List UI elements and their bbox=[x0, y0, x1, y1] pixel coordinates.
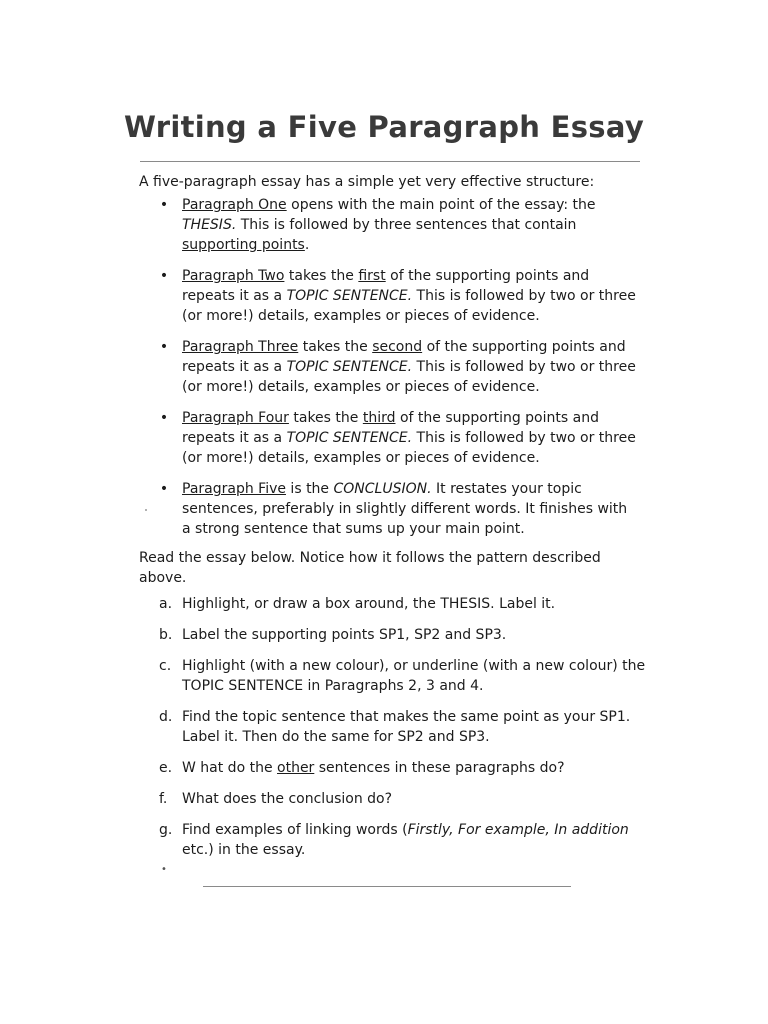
task-letter: g. bbox=[159, 822, 173, 838]
task-text: Highlight, or draw a box around, the THESIS. Label it. bbox=[182, 596, 556, 612]
item-text: This is followed by three sentences that contain bbox=[236, 217, 577, 233]
task-letter: b. bbox=[159, 627, 173, 643]
bullet-icon: • bbox=[159, 197, 169, 213]
task-item-d bbox=[139, 707, 649, 747]
list-item-paragraph-five bbox=[139, 479, 639, 539]
bullet-icon: • bbox=[159, 410, 169, 426]
bullet-icon: • bbox=[159, 339, 169, 355]
ordinal-term: third bbox=[362, 410, 396, 426]
paragraph-label: Paragraph Four bbox=[182, 410, 289, 426]
paragraph-label: Paragraph Two bbox=[182, 268, 285, 284]
bullet-icon: • bbox=[159, 268, 169, 284]
item-text: This is followed by two or three (or more!) details, examples or pieces of evidence. bbox=[182, 359, 636, 395]
list-item-paragraph-one bbox=[139, 195, 639, 255]
paragraph-label: Paragraph One bbox=[182, 197, 287, 213]
task-text: etc.) in the essay. bbox=[182, 842, 306, 858]
read-instruction: Read the essay below. Notice how it follows the pattern described above. bbox=[139, 550, 601, 586]
bottom-divider bbox=[203, 886, 571, 887]
item-text: opens with the main point of the essay: the bbox=[286, 197, 596, 213]
title-divider bbox=[140, 161, 640, 162]
italic-examples: Firstly, For example, In addition bbox=[407, 822, 629, 838]
underlined-term: other bbox=[277, 760, 315, 776]
page-title: Writing a Five Paragraph Essay bbox=[123, 110, 645, 144]
task-text: Find the topic sentence that makes the same point as your SP1. Label it. Then do the same for SP2 and SP3. bbox=[182, 709, 631, 745]
task-text: Label the supporting points SP1, SP2 and SP3. bbox=[182, 627, 507, 643]
scan-speck bbox=[145, 509, 147, 511]
key-term: CONCLUSION. bbox=[333, 481, 432, 497]
intro-text: A five-paragraph essay has a simple yet very effective structure: bbox=[139, 174, 595, 190]
ordinal-term: second bbox=[372, 339, 423, 355]
item-text: of the supporting points and repeats it as a bbox=[182, 410, 599, 446]
task-letter: f. bbox=[159, 791, 168, 807]
item-text: takes the bbox=[288, 410, 363, 426]
item-text: . bbox=[304, 237, 310, 253]
task-item-a bbox=[139, 594, 649, 614]
task-text: Find examples of linking words ( bbox=[182, 822, 408, 838]
task-text: sentences in these paragraphs do? bbox=[314, 760, 565, 776]
task-letter: e. bbox=[159, 760, 173, 776]
paragraph-label: Paragraph Five bbox=[182, 481, 286, 497]
key-term: TOPIC SENTENCE. bbox=[286, 430, 413, 446]
task-letter: d. bbox=[159, 709, 173, 725]
bullet-icon: • bbox=[159, 481, 169, 497]
task-text: W hat do the bbox=[182, 760, 278, 776]
task-text: What does the conclusion do? bbox=[182, 791, 393, 807]
task-text: Highlight (with a new colour), or underline (with a new colour) the TOPIC SENTENCE in Paragraphs 2, 3 and 4. bbox=[182, 658, 646, 694]
task-list bbox=[139, 594, 649, 871]
item-text: It restates your topic sentences, preferably in slightly different words. It finishes with a strong sentence that sums up your main point. bbox=[182, 481, 628, 537]
list-item-paragraph-four bbox=[139, 408, 639, 468]
item-text: This is followed by two or three (or more!) details, examples or pieces of evidence. bbox=[182, 288, 636, 324]
key-term: TOPIC SENTENCE. bbox=[286, 288, 413, 304]
task-item-g bbox=[139, 820, 649, 860]
task-item-f bbox=[139, 789, 649, 809]
key-term: THESIS. bbox=[182, 217, 237, 233]
task-item-b bbox=[139, 625, 649, 645]
underlined-term: supporting points bbox=[182, 237, 305, 253]
list-item-paragraph-three bbox=[139, 337, 639, 397]
task-item-e bbox=[139, 758, 649, 778]
task-letter: c. bbox=[159, 658, 172, 674]
ordinal-term: first bbox=[358, 268, 386, 284]
stray-mark: • bbox=[161, 864, 167, 875]
list-item-paragraph-two bbox=[139, 266, 639, 326]
key-term: TOPIC SENTENCE. bbox=[286, 359, 413, 375]
task-letter: a. bbox=[159, 596, 173, 612]
structure-list bbox=[139, 195, 639, 550]
paragraph-label: Paragraph Three bbox=[182, 339, 299, 355]
task-item-c bbox=[139, 656, 649, 696]
item-text: takes the bbox=[298, 339, 373, 355]
item-text: is the bbox=[285, 481, 334, 497]
item-text: takes the bbox=[284, 268, 359, 284]
item-text: of the supporting points and repeats it as a bbox=[182, 339, 626, 375]
item-text: of the supporting points and repeats it as a bbox=[182, 268, 590, 304]
item-text: This is followed by two or three (or more!) details, examples or pieces of evidence. bbox=[182, 430, 636, 466]
